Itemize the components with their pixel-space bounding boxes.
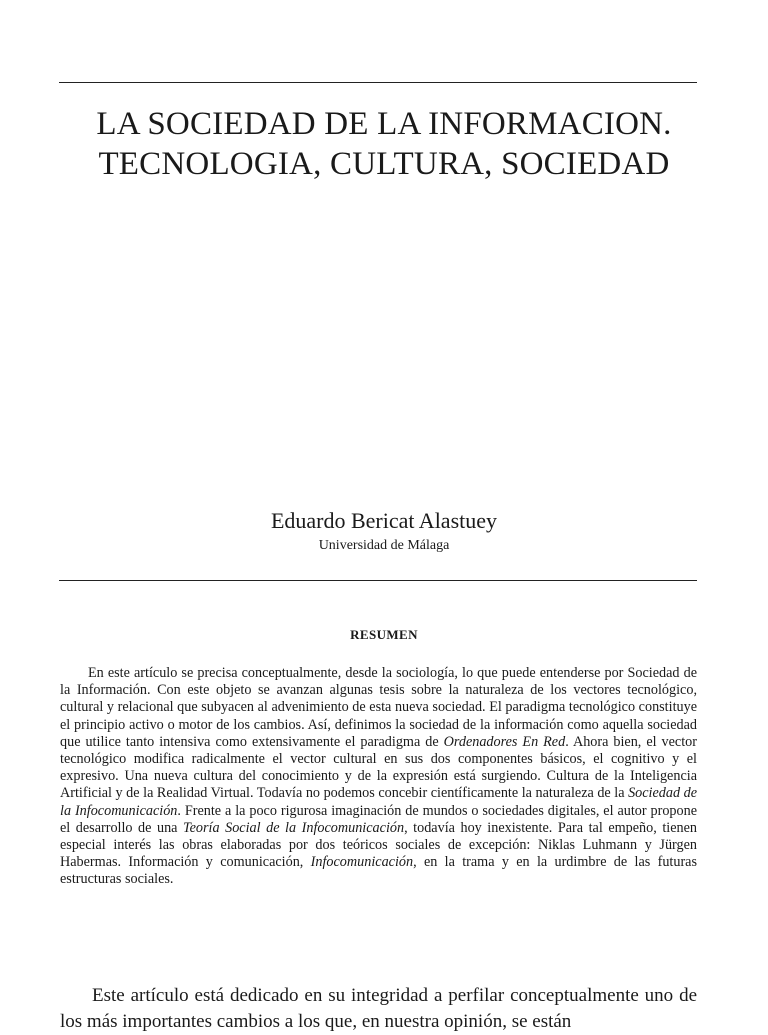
body-paragraph: Este artículo está dedicado en su integridad a perfilar conceptualmente uno de los más importantes cambios a los que, en nuestra opinión, se están [60, 985, 697, 1032]
article-title [40, 104, 728, 184]
abstract-text [60, 665, 697, 889]
abstract-heading: RESUMEN [350, 627, 418, 642]
author-name: Eduardo Bericat Alastuey [270, 508, 498, 533]
abstract-segment: . Ahora bien, el vector tecnológico modifica radicalmente el vector cultural en sus dos componentes básicos, el cognitivo y el expresivo. Una nueva cultura del conocimiento y de la expresión está surgiendo. Cultura de la Inteligencia Artificial y de la Realidad Virtual. Todavía no podemos concebir científicamente la naturaleza de la [60, 733, 697, 802]
abstract-segment: . Frente a la poco rigurosa imaginación de mundos o sociedades digitales, el autor propone el desarrollo de una [60, 802, 697, 836]
section-rule [59, 580, 697, 581]
abstract-italic-term: Teoría Social de la Infocomunicación [183, 819, 405, 836]
abstract-italic-term: Ordenadores En Red [443, 733, 566, 750]
top-rule [59, 82, 697, 83]
abstract-italic-term: Sociedad de la Infocomunicación [60, 785, 698, 819]
abstract-segment: En este artículo se precisa conceptualmente, desde la sociología, lo que puede entenderse por Sociedad de la Información. Con este objeto se avanzan algunas tesis sobre la naturaleza de los vectores tecnológico, cultural y relacional que subyacen al advenimiento de esta nueva sociedad. El paradigma tecnológico constituye el principio activo o motor de los cambios. Así, definimos la sociedad de la información como aquella sociedad que utilice tanto intensiva como extensivamente el paradigma de [60, 665, 697, 750]
abstract-italic-term: Infocomunicación [310, 854, 414, 871]
abstract-segment: , en la trama y en la urdimbre de las futuras estructuras sociales. [60, 854, 697, 888]
title-line-1: LA SOCIEDAD DE LA INFORMACION. [96, 106, 672, 142]
abstract-segment: , todavía hoy inexistente. Para tal empeño, tienen especial interés las obras elaboradas por dos teóricos sociales de excepción: Niklas Luhmann y Jürgen Habermas. Información y comunicación, [60, 819, 697, 871]
title-line-2: TECNOLOGIA, CULTURA, SOCIEDAD [98, 146, 670, 182]
author-affiliation: Universidad de Málaga [318, 538, 450, 553]
